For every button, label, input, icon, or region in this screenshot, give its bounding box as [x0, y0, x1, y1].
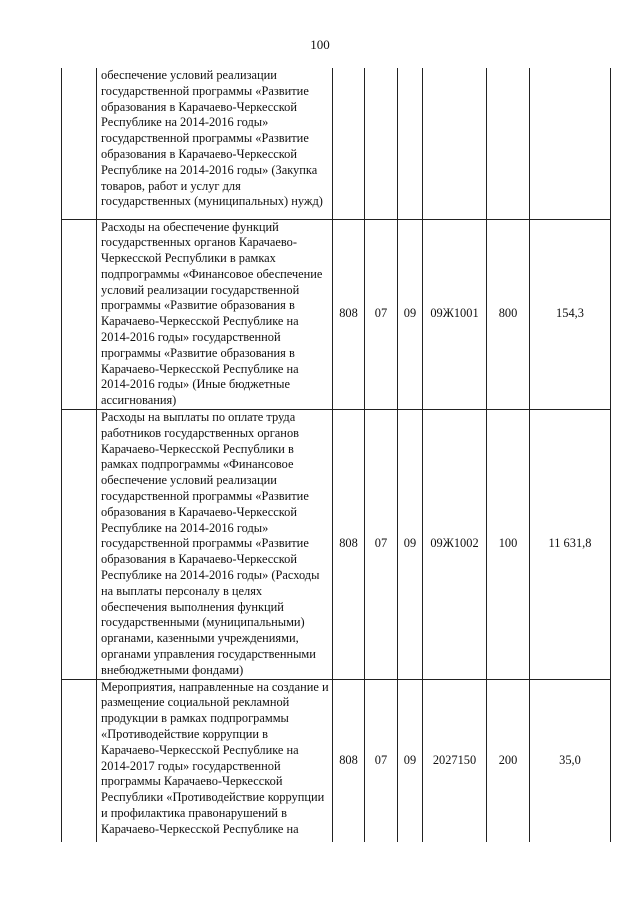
description-cell: Расходы на обеспечение функций государственных органов Карачаево-Черкесской Республики в рамках подпрограммы «Финансовое обеспечение условий реализации государственной программы «Развитие образования в Карачаево-Черкесской Республике на 2014-2016 годы» государственной программы «Развитие образования в Карачаево-Черкесской Республике на 2014-2016 годы» (Иные бюджетные ассигнования): [97, 219, 333, 410]
page-number: 100: [310, 37, 330, 52]
section-cell: 07: [365, 410, 398, 680]
budget-table: [61, 68, 611, 842]
section-cell: 07: [365, 679, 398, 842]
ministry-cell: 808: [333, 410, 365, 680]
expense-type-cell: 800: [487, 219, 530, 410]
subsection-cell: 09: [398, 410, 423, 680]
subsection-cell: [398, 68, 423, 219]
ministry-cell: 808: [333, 679, 365, 842]
row-number-cell: [62, 679, 97, 842]
description-cell: обеспечение условий реализации государственной программы «Развитие образования в Карачаево-Черкесской Республике на 2014-2016 годы» государственной программы «Развитие образования в Карачаево-Черкесской Республике на 2014-2016 годы» (Закупка товаров, работ и услуг для государственных (муниципальных) нужд): [97, 68, 333, 219]
amount-cell: 154,3: [530, 219, 611, 410]
expense-type-cell: 100: [487, 410, 530, 680]
target-article-cell: [423, 68, 487, 219]
target-article-cell: 09Ж1001: [423, 219, 487, 410]
description-cell: Мероприятия, направленные на создание и размещение социальной рекламной продукции в рамках подпрограммы «Противодействие коррупции в Карачаево-Черкесской Республике на 2014-2017 годы» государственной программы Карачаево-Черкесской Республики «Противодействие коррупции и профилактика правонарушений в Карачаево-Черкесской Республике на: [97, 679, 333, 842]
section-cell: [365, 68, 398, 219]
amount-cell: 11 631,8: [530, 410, 611, 680]
row-number-cell: [62, 219, 97, 410]
target-article-cell: 09Ж1002: [423, 410, 487, 680]
subsection-cell: 09: [398, 219, 423, 410]
target-article-cell: 2027150: [423, 679, 487, 842]
table-row: [62, 410, 611, 680]
expense-type-cell: [487, 68, 530, 219]
expense-type-cell: 200: [487, 679, 530, 842]
table-row: [62, 219, 611, 410]
description-cell: Расходы на выплаты по оплате труда работников государственных органов Карачаево-Черкесской Республики в рамках подпрограммы «Финансовое обеспечение условий реализации государственной программы «Развитие образования в Карачаево-Черкесской Республике на 2014-2016 годы» государственной программы «Развитие образования в Карачаево-Черкесской Республике на 2014-2016 годы» (Расходы на выплаты персоналу в целях обеспечения выполнения функций государственными (муниципальными) органами, казенными учреждениями, органами управления государственными внебюджетными фондами): [97, 410, 333, 680]
ministry-cell: 808: [333, 219, 365, 410]
subsection-cell: 09: [398, 679, 423, 842]
table-row: [62, 679, 611, 842]
row-number-cell: [62, 410, 97, 680]
amount-cell: [530, 68, 611, 219]
amount-cell: 35,0: [530, 679, 611, 842]
section-cell: 07: [365, 219, 398, 410]
ministry-cell: [333, 68, 365, 219]
table-row: [62, 68, 611, 219]
row-number-cell: [62, 68, 97, 219]
